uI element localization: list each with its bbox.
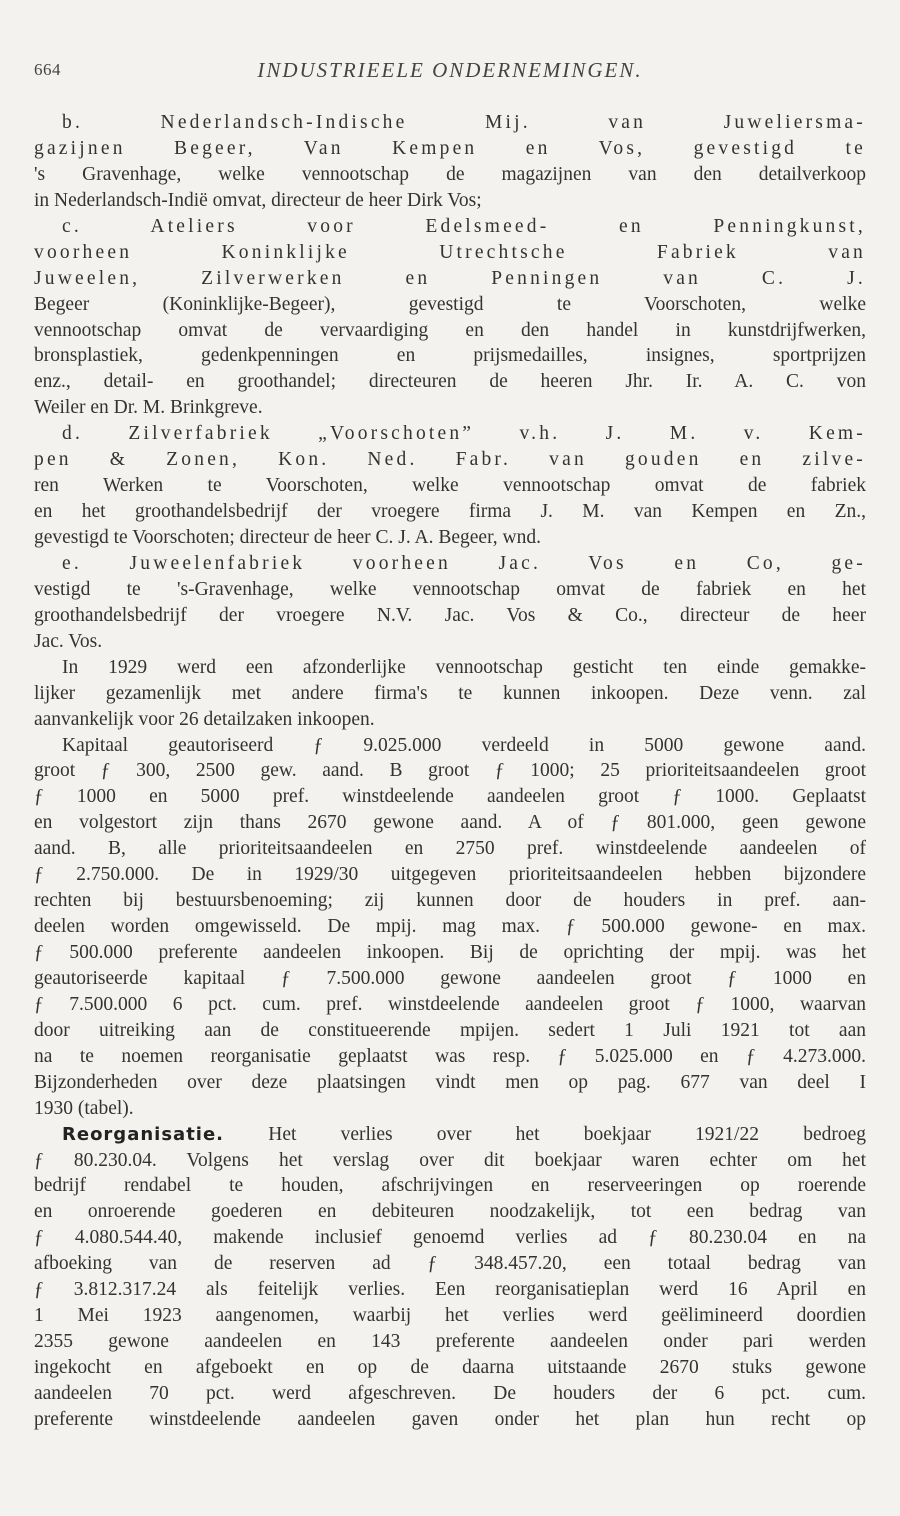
text-line: c. Ateliers voor Edelsmeed- en Penningkunst, xyxy=(62,215,866,237)
text-line: bedrijf rendabel te houden, afschrijvingen en reserveeringen op roerende xyxy=(34,1175,866,1197)
text-line: ƒ 500.000 preferente aandeelen inkoopen. Bij de oprichting der mpij. was het xyxy=(34,942,866,963)
text-line: ingekocht en afgeboekt en op de daarna uitstaande 2670 stuks gewone xyxy=(34,1357,866,1378)
text-line: ren Werken te Voorschoten, welke vennootschap omvat de fabriek xyxy=(34,475,866,497)
text-line xyxy=(34,1122,866,1148)
text-line: d. Zilverfabriek „Voorschoten” v.h. J. M. v. Kem- xyxy=(62,423,866,445)
text-line: preferente winstdeelende aandeelen gaven onder het plan hun recht op xyxy=(34,1408,866,1430)
text-line: 1 Mei 1923 aangenomen, waarbij het verlies werd geëlimineerd doordien xyxy=(34,1305,866,1327)
text-line: ƒ 1000 en 5000 pref. winstdeelende aandeelen groot ƒ 1000. Geplaatst xyxy=(34,786,866,808)
text-line: aandeelen 70 pct. werd afgeschreven. De houders der 6 pct. cum. xyxy=(34,1382,866,1404)
text-line: b. Nederlandsch-Indische Mij. van Juweliersma- xyxy=(62,112,866,133)
page-header xyxy=(0,58,900,88)
text-line: ƒ 7.500.000 6 pct. cum. pref. winstdeelende aandeelen groot ƒ 1000, waarvan xyxy=(34,993,866,1015)
text-line: 2355 gewone aandeelen en 143 preferente aandeelen onder pari werden xyxy=(34,1331,866,1353)
text-line: e. Juweelenfabriek voorheen Jac. Vos en Co, ge- xyxy=(62,552,866,574)
text-line: na te noemen reorganisatie geplaatst was resp. ƒ 5.025.000 en ƒ 4.273.000. xyxy=(34,1045,866,1067)
text-line: aanvankelijk voor 26 detailzaken inkoopen. xyxy=(34,708,375,730)
section-heading: Reorganisatie. xyxy=(62,1123,225,1145)
text-line: groot ƒ 300, 2500 gew. aand. B groot ƒ 1000; 25 prioriteitsaandeelen groot xyxy=(34,760,866,782)
page-number: 664 xyxy=(34,60,61,79)
body-text xyxy=(34,110,866,1433)
text-line: rechten bij bestuursbenoeming; zij kunnen door de houders in pref. aan- xyxy=(34,890,866,912)
text-line: Begeer (Koninklijke-Begeer), gevestigd te Voorschoten, welke xyxy=(34,293,866,315)
text-line: gazijnen Begeer, Van Kempen en Vos, gevestigd te xyxy=(34,137,866,159)
text-line: voorheen Koninklijke Utrechtsche Fabriek van xyxy=(34,241,866,263)
text-line: Juweelen, Zilverwerken en Penningen van C. J. xyxy=(34,267,866,289)
text-line: ƒ 4.080.544.40, makende inclusief genoemd verlies ad ƒ 80.230.04 en na xyxy=(34,1227,866,1249)
text-line: pen & Zonen, Kon. Ned. Fabr. van gouden en zilve- xyxy=(34,449,866,471)
text-line: 1930 (tabel). xyxy=(34,1097,134,1119)
running-head: INDUSTRIEELE ONDERNEMINGEN. xyxy=(257,58,643,82)
text-line: groothandelsbedrijf der vroegere N.V. Jac. Vos & Co., directeur de heer xyxy=(34,604,866,626)
text-line: en het groothandelsbedrijf der vroegere firma J. M. van Kempen en Zn., xyxy=(34,501,866,523)
text-line: en volgestort zijn thans 2670 gewone aand. A of ƒ 801.000, geen gewone xyxy=(34,812,866,834)
text-line: bronsplastiek, gedenkpenningen en prijsmedailles, insignes, sportprijzen xyxy=(34,345,866,367)
text-line: ƒ 2.750.000. De in 1929/30 uitgegeven prioriteitsaandeelen hebben bijzondere xyxy=(34,864,866,886)
text-line: Kapitaal geautoriseerd ƒ 9.025.000 verdeeld in 5000 gewone aand. xyxy=(62,734,866,756)
text-line: enz., detail- en groothandel; directeuren de heeren Jhr. Ir. A. C. von xyxy=(34,371,866,393)
text-line: lijker gezamenlijk met andere firma's te kunnen inkoopen. Deze venn. zal xyxy=(34,682,866,704)
text-line: gevestigd te Voorschoten; directeur de heer C. J. A. Begeer, wnd. xyxy=(34,527,541,548)
text-line: Bijzonderheden over deze plaatsingen vindt men op pag. 677 van deel I xyxy=(34,1071,866,1093)
text-line: vestigd te 's-Gravenhage, welke vennootschap omvat de fabriek en het xyxy=(34,578,866,600)
text-line: aand. B, alle prioriteitsaandeelen en 2750 pref. winstdeelende aandeelen of xyxy=(34,838,866,860)
line-text: Het verlies over het boekjaar 1921/22 bedroeg xyxy=(268,1123,866,1145)
text-line: Weiler en Dr. M. Brinkgreve. xyxy=(34,397,263,419)
text-line: afboeking van de reserven ad ƒ 348.457.20, een totaal bedrag van xyxy=(34,1253,866,1275)
text-line: 's Gravenhage, welke vennootschap de magazijnen van den detailverkoop xyxy=(34,163,866,185)
text-line: In 1929 werd een afzonderlijke vennootschap gesticht ten einde gemakke- xyxy=(62,656,866,678)
text-line: geautoriseerde kapitaal ƒ 7.500.000 gewone aandeelen groot ƒ 1000 en xyxy=(34,967,866,989)
text-line: door uitreiking aan de constitueerende mpijen. sedert 1 Juli 1921 tot aan xyxy=(34,1019,866,1041)
text-line: ƒ 3.812.317.24 als feitelijk verlies. Een reorganisatieplan werd 16 April en xyxy=(34,1279,866,1301)
text-line: ƒ 80.230.04. Volgens het verslag over dit boekjaar waren echter om het xyxy=(34,1149,866,1171)
text-line: deelen worden omgewisseld. De mpij. mag max. ƒ 500.000 gewone- en max. xyxy=(34,916,866,938)
text-line: Jac. Vos. xyxy=(34,630,103,652)
text-line: vennootschap omvat de vervaardiging en den handel in kunstdrijfwerken, xyxy=(34,319,866,341)
text-line: en onroerende goederen en debiteuren noodzakelijk, tot een bedrag van xyxy=(34,1201,866,1223)
text-line: in Nederlandsch-Indië omvat, directeur de heer Dirk Vos; xyxy=(34,189,482,211)
